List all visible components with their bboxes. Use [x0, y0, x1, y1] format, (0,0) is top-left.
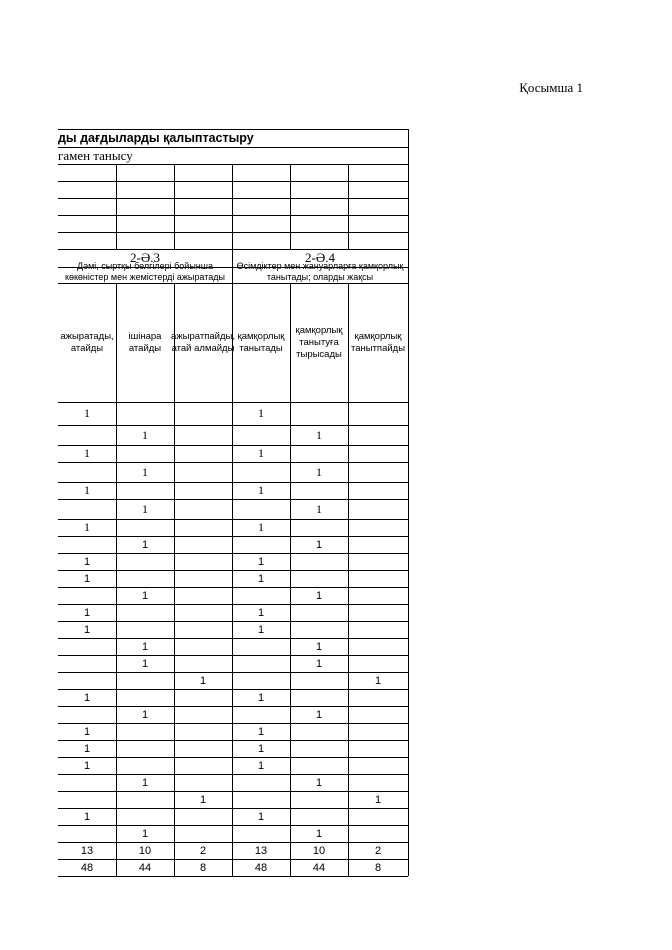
row-line — [58, 283, 408, 284]
column-line — [232, 249, 233, 283]
column-header: қамқорлық танытады — [237, 330, 285, 354]
competency-description — [60, 261, 230, 283]
score-cell: 1 — [199, 674, 207, 687]
column-header: ажыратады, атайды — [60, 330, 114, 354]
total-cell: 13 — [80, 844, 94, 857]
assessment-table — [58, 129, 408, 882]
row-line — [58, 425, 408, 426]
score-cell: 1 — [257, 759, 265, 772]
total-cell: 2 — [199, 844, 207, 857]
competency-description-text: Өсімдіктер мен жануарларға қамқорлық танытады; оларды жақсы — [236, 261, 404, 282]
row-line — [58, 638, 408, 639]
row-line — [58, 825, 408, 826]
column-line — [408, 129, 409, 876]
score-cell: 1 — [83, 725, 91, 738]
score-cell: 1 — [83, 555, 91, 568]
score-cell: 1 — [84, 483, 90, 497]
score-cell: 1 — [316, 501, 322, 516]
score-cell: 1 — [315, 827, 323, 840]
row-line — [58, 536, 408, 537]
column-line — [290, 164, 291, 249]
score-cell: 1 — [257, 725, 265, 738]
column-line — [174, 164, 175, 249]
column-header: ішінара атайды — [128, 330, 162, 354]
score-cell: 1 — [258, 483, 264, 497]
score-cell: 1 — [141, 657, 149, 670]
score-cell: 1 — [83, 606, 91, 619]
score-cell: 1 — [257, 623, 265, 636]
column-line — [174, 283, 175, 876]
score-cell: 1 — [257, 810, 265, 823]
row-line — [58, 181, 408, 182]
score-cell: 1 — [142, 427, 148, 442]
percentage-cell: 8 — [374, 861, 382, 874]
score-cell: 1 — [142, 464, 148, 479]
score-cell: 1 — [141, 538, 149, 551]
column-header: ажыратпайды, атай алмайды — [171, 330, 235, 354]
row-line — [58, 129, 408, 130]
column-line — [116, 283, 117, 876]
score-cell: 1 — [84, 406, 90, 420]
score-cell: 1 — [257, 691, 265, 704]
score-cell: 1 — [316, 464, 322, 479]
score-cell: 1 — [84, 520, 90, 534]
score-cell: 1 — [141, 708, 149, 721]
score-cell: 1 — [84, 446, 90, 460]
total-cell: 10 — [312, 844, 326, 857]
section-title: ды дағдыларды қалыптастыру — [58, 131, 254, 145]
score-cell: 1 — [83, 742, 91, 755]
score-cell: 1 — [316, 427, 322, 442]
total-cell: 2 — [374, 844, 382, 857]
score-cell: 1 — [83, 572, 91, 585]
column-header: қамқорлық танытуға тырысады — [295, 324, 343, 360]
row-line — [58, 215, 408, 216]
score-cell: 1 — [374, 674, 382, 687]
competency-description-text: Дәмі, сыртқы белгілері бойынша көкөністер мен жемістерді ажыратады — [65, 261, 225, 282]
score-cell: 1 — [315, 589, 323, 602]
percentage-cell: 48 — [80, 861, 94, 874]
score-cell: 1 — [315, 640, 323, 653]
row-line — [58, 499, 408, 500]
column-header: қамқорлық танытпайды — [350, 330, 406, 354]
percentage-cell: 8 — [199, 861, 207, 874]
column-line — [348, 283, 349, 876]
total-cell: 13 — [254, 844, 268, 857]
score-cell: 1 — [83, 759, 91, 772]
row-line — [58, 876, 408, 877]
subsection-title: гамен танысу — [58, 148, 133, 163]
score-cell: 1 — [257, 572, 265, 585]
score-cell: 1 — [257, 606, 265, 619]
row-line — [58, 198, 408, 199]
total-cell: 10 — [138, 844, 152, 857]
score-cell: 1 — [141, 640, 149, 653]
row-line — [58, 706, 408, 707]
row-line — [58, 232, 408, 233]
score-cell: 1 — [258, 406, 264, 420]
percentage-cell: 48 — [254, 861, 268, 874]
column-line — [116, 164, 117, 249]
score-cell: 1 — [315, 657, 323, 670]
score-cell: 1 — [315, 776, 323, 789]
score-cell: 1 — [315, 708, 323, 721]
score-cell: 1 — [315, 538, 323, 551]
row-line — [58, 774, 408, 775]
competency-description — [234, 261, 406, 283]
percentage-cell: 44 — [312, 861, 326, 874]
column-line — [348, 164, 349, 249]
score-cell: 1 — [141, 589, 149, 602]
score-cell: 1 — [141, 827, 149, 840]
row-line — [58, 164, 408, 165]
score-cell: 1 — [258, 446, 264, 460]
score-cell: 1 — [199, 793, 207, 806]
competency-code: 2-Ә.3 — [130, 250, 160, 265]
percentage-cell: 44 — [138, 861, 152, 874]
score-cell: 1 — [83, 691, 91, 704]
row-line — [58, 587, 408, 588]
score-cell: 1 — [83, 623, 91, 636]
row-line — [58, 655, 408, 656]
appendix-label: Қосымша 1 — [519, 80, 583, 95]
score-cell: 1 — [141, 776, 149, 789]
score-cell: 1 — [83, 810, 91, 823]
column-line — [290, 283, 291, 876]
score-cell: 1 — [258, 520, 264, 534]
score-cell: 1 — [142, 501, 148, 516]
score-cell: 1 — [374, 793, 382, 806]
score-cell: 1 — [257, 555, 265, 568]
score-cell: 1 — [257, 742, 265, 755]
competency-code: 2-Ә.4 — [305, 250, 335, 265]
row-line — [58, 462, 408, 463]
